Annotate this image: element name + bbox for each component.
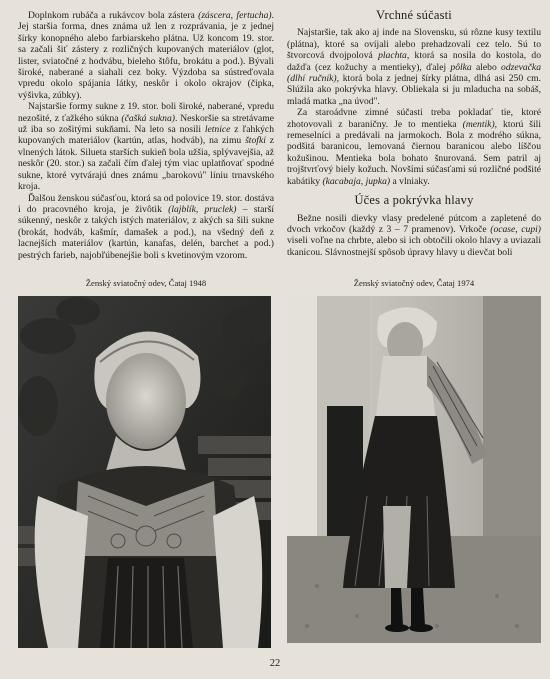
photo-caption-1948: Ženský sviatočný odev, Čataj 1948	[85, 278, 207, 288]
paragraph-apron: Doplnkom rubáča a rukávcov bola zástera (záscera, fertucha). Jej staršia forma, dnes známa už len z rozprávania, je z jednej šírky konopného alebo farbiarskeho plátna. Už koncom 19. stor. sa začali šiť zástery z rozličných kupovaných materiálov (glot, lister, sviatočné z hodvábu, bieleho štôfu, brokátu a pod.). Bývali široké, naberané a siahali cez boky. Výzdoba sa sústreďovala vpredu okolo spájania látky, neskôr i okolo okrajov (čipka, výšivka, zúbky).	[18, 10, 275, 101]
photo-woman-1974	[287, 296, 541, 643]
paragraph-bodice: Ďalšou ženskou súčasťou, ktorá sa od polovice 19. stor. dostáva i do pracovného kroja, je živôtik (lajblík, pruclek) – starší súkenný, neskôr z takých istých materiálov, z akých sa šili sukne (brokát, hodváb, kašmír, damašek a pod.), na všedný deň z lacnejších materiálov (kartún, kanafas, delén, barchet a pod.) pestrých farieb, najobľúbenejšie boli s kvetinovým vzorom.	[18, 192, 274, 261]
right-text-column	[287, 10, 541, 258]
photo-caption-1974: Ženský sviatočný odev, Čataj 1974	[353, 278, 475, 288]
paragraph-hairstyle: Bežne nosili dievky vlasy predelené pútcom a zapletené do dvoch vrkočov (každý z 3 – 7 pramenov). Vrkoče (ocase, cupi) viseli voľne na chrbte, alebo si ich obtočili okolo hlavy a uviazali tkanicou. Slávnostnejší spôsob úpravy hlavy u dievčat boli	[287, 212, 541, 258]
section-heading-hairstyle: Účes a pokrývka hlavy	[354, 193, 474, 208]
section-heading-outerwear: Vrchné súčasti	[376, 8, 452, 22]
paragraph-skirt: Najstaršie formy sukne z 19. stor. boli široké, naberané, vpredu nezošité, z ťažkého súkna (čašká sukna). Neskoršie sa stretávame už iba so zošitými sukňami. Na leto sa nosili letnice z ľahkých kupovaných materiálov (kartún, atlas, hodváb), na zimu štofki z vlnených látok. Silueta starších sukieň bola užšia, splývavejšia, až neskôr (20. stor.) sa začali čím ďalej tým viac uplatňovať spodné sukne, ktoré vytvárajú dnes známu „barokovú" líniu trnavského kroja.	[18, 101, 274, 193]
page-number: 22	[269, 658, 281, 669]
left-text-column	[18, 10, 274, 261]
paragraph-winter-garments: Za staroádvne zimné súčasti treba pokladať tie, ktoré zhotovovali z baraničny. Je to mentieka (mentik), ktorú šili remeselníci a predávali na jarmokoch. Bola z modrého súkna, podšitá baranicou, lemovaná čiernou baranicou alebo líščou kožušinou. Mentieka bola bohato šnurovaná. Sem patril aj trojštvrťový biely kožuch. Novšími súčasťami sú rozličné podšité kabátiky (kacabaja, jupka) a vlniaky.	[287, 107, 541, 187]
photo-woman-1948	[18, 296, 271, 648]
paragraph-outerwear: Najstaršie, tak ako aj inde na Slovensku, sú rôzne kusy textilu (plátna), ktoré sa ovíjali alebo prehadzovali cez telo. Sú to štvorcová dvojpolová plachta, ktorá sa nosila do kostola, do dažďa (cez kožuchy a mentieky), ďalej pôlka alebo odzevačka (dlhí ručník), ktorá bola z jednej šírky plátna, dlhá asi 250 cm. Slúžila ako pokrývka hlavy. Obliekala si ju mladucha na sobáš, mladá matka „na úvod".	[287, 27, 541, 107]
